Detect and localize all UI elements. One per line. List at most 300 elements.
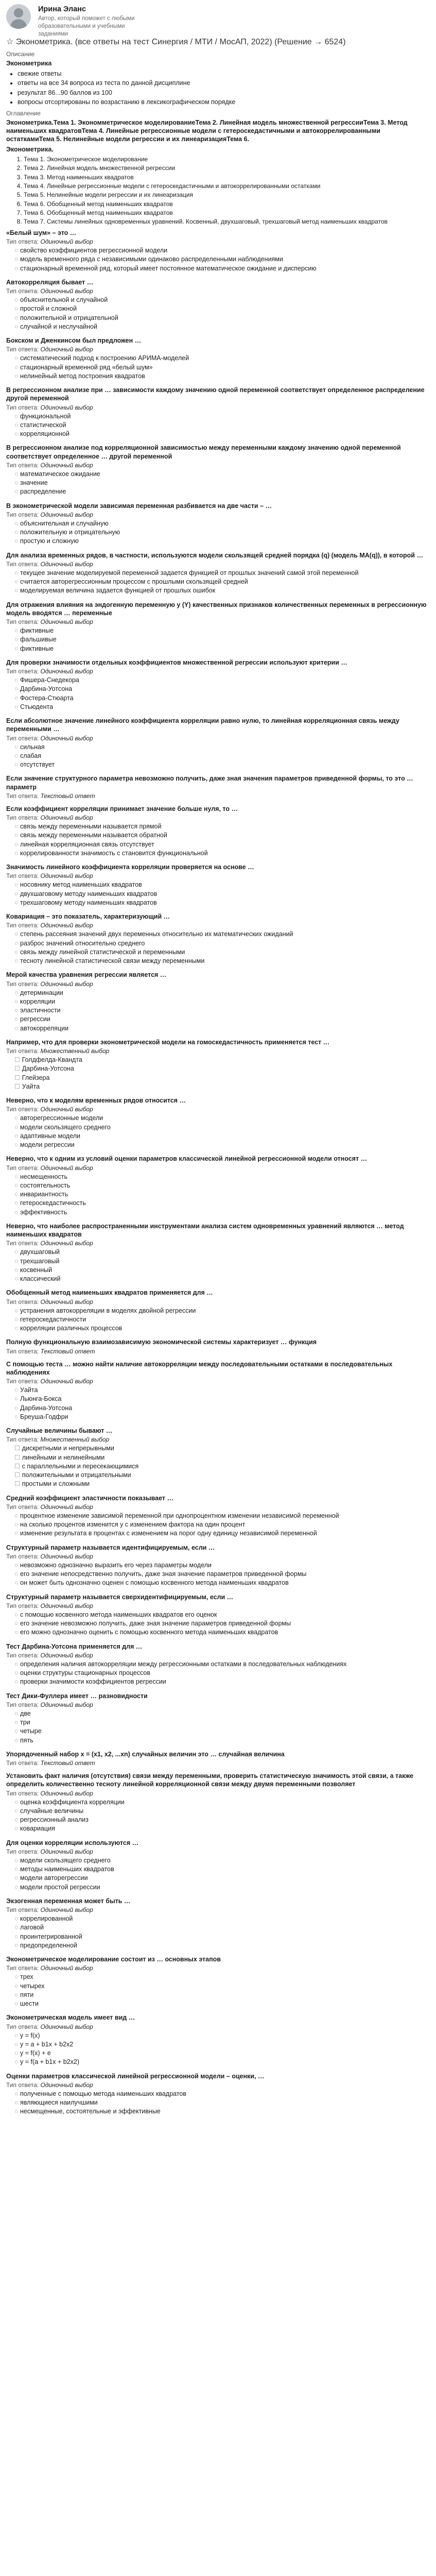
answer-radio-option[interactable]: ○ слабая [14,752,430,760]
question-type-label: Тип ответа: [6,980,41,988]
answer-radio-option[interactable]: ○ связь между переменными называется обратной [14,831,430,840]
answer-radio-option[interactable]: ○ фиктивные [14,645,430,653]
answer-radio-option[interactable]: ○ y = a + b1x + b2x2 [14,2040,430,2049]
question-title: Структурный параметр называется сверхидентифицируемым, если … [6,1593,234,1601]
question-type-label: Тип ответа: [6,1602,41,1609]
answer-radio-option[interactable]: ○ математическое ожидание [14,470,430,479]
question-type-value: Одиночный выбор [40,872,93,880]
question-type-value: Одиночный выбор [40,1848,93,1855]
question-type-value: Одиночный выбор [40,1164,93,1172]
question-type-value: Множественный выбор [40,1047,110,1055]
answer-radio-option[interactable]: ○ три [14,1718,430,1727]
answer-options [6,1512,430,1538]
answer-radio-option[interactable]: ○ объяснительная и случайную [14,519,430,528]
toc-label: Оглавление [6,109,41,117]
answer-radio-option[interactable]: ○ ковариация [14,1824,430,1833]
answer-checkbox-option[interactable]: ☐ простыми и сложными [14,1480,430,1488]
question-title: Неверно, что наиболее распространенными инструментами анализа систем одновременных уравнений являются … метод наименьших квадратов [6,1222,404,1239]
answer-options [6,1561,430,1588]
answer-radio-option[interactable]: ○ методы наименьших квадратов [14,1865,430,1874]
toc-item[interactable]: 8. Тема 7. Системы линейных одновременных уравнений. Косвенный, двухшаговый, трехшаговый метод наименьших квадратов [24,217,430,226]
question-title: Для оценки корреляции используются … [6,1839,139,1846]
question-block [6,1338,430,1354]
question-block [6,502,430,546]
answer-radio-option[interactable]: ○ y = f(a + b1x + b2x2) [14,2058,430,2066]
answer-radio-option[interactable]: ○ с помощью косвенного метода наименьших квадратов его оценок [14,1611,430,1619]
answer-radio-option[interactable]: ○ оценки структуры стационарных процессов [14,1669,430,1677]
question-type-label: Тип ответа: [6,1789,41,1797]
question-type-value: Одиночный выбор [40,1503,93,1511]
question-type [6,511,430,518]
avatar-head-shape [14,8,23,18]
answer-radio-option[interactable]: ○ двухшаговый [14,1248,430,1257]
answer-radio-option[interactable]: ○ сильная [14,743,430,752]
question-type-label: Тип ответа: [6,560,41,568]
toc-item[interactable]: 1. Тема 1. Эконометрическое моделирование [24,155,430,164]
answer-radio-option[interactable]: ○ случайной и неслучайной [14,323,430,331]
answer-radio-option[interactable]: ○ эффективность [14,1208,430,1217]
question-type [6,1503,430,1511]
answer-radio-option[interactable]: ○ Уайта [14,1386,430,1395]
answer-radio-option[interactable]: ○ косвенный [14,1266,430,1275]
question-type-value: Одиночный выбор [40,980,93,988]
answer-radio-option[interactable]: ○ Стьюдента [14,703,430,711]
answer-radio-option[interactable]: ○ проверки значимости коэффициентов регрессии [14,1677,430,1686]
answer-checkbox-option[interactable]: ☐ положительными и отрицательными [14,1471,430,1480]
question-type-value: Одиночный выбор [40,238,93,246]
question-type [6,922,430,929]
answer-radio-option[interactable]: ○ изменение результата в процентах с изменением на порог одну единицу независимой переменной [14,1529,430,1538]
answer-radio-option[interactable]: ○ отсутствует [14,760,430,769]
question-type-label: Тип ответа: [6,1347,41,1355]
avatar[interactable] [6,4,31,29]
question-type [6,1047,430,1055]
table-of-contents [6,155,430,227]
question-type-value: Одиночный выбор [40,668,93,675]
answer-radio-option[interactable]: ○ лаговой [14,1923,430,1932]
answer-options [6,1660,430,1687]
author-header [6,4,430,37]
question-title: Неверно, что к одним из условий оценки параметров классической линейной регрессионной модели относят … [6,1155,368,1163]
answer-radio-option[interactable]: ○ его значение невозможно получить, даже зная значение параметров приведенной формы [14,1619,430,1628]
question-title: С помощью теста … можно найти наличие автокорреляции между последовательными остатками в последовательных наблюдениях [6,1360,393,1376]
answer-radio-option[interactable]: ○ несмещенные, состоятельные и эффективные [14,2107,430,2116]
answer-options [6,412,430,439]
question-block [6,1642,430,1687]
question-block [6,1839,430,1892]
econometrics-label: Эконометрика [6,60,52,67]
answer-radio-option[interactable]: ○ носовнику метод наименьших квадратов [14,880,430,889]
answer-radio-option[interactable]: ○ двухшаговому методу наименьших квадратов [14,890,430,899]
question-type [6,2023,430,2030]
question-type-value: Одиночный выбор [40,1602,93,1609]
answer-radio-option[interactable]: ○ моделируемая величина задается функцией от прошлых ошибок [14,586,430,595]
answer-options [6,1973,430,2008]
answer-radio-option[interactable]: ○ статистической [14,421,430,430]
econometrics-heading: Эконометрика. [6,145,54,153]
answer-radio-option[interactable]: ○ Фишера-Снедекора [14,676,430,685]
answer-radio-option[interactable]: ○ гетероскедастичности [14,1315,430,1324]
question-title: Случайные величины бывают … [6,1427,113,1435]
question-title: Оценки параметров классической линейной регрессионной модели – оценки, … [6,2072,265,2080]
question-type-value: Множественный выбор [40,1436,110,1444]
answer-radio-option[interactable]: ○ случайные величины [14,1807,430,1816]
answer-radio-option[interactable]: ○ коррелированности значимость с становится функциональной [14,849,430,858]
answer-radio-option[interactable]: ○ трех [14,1973,430,1981]
answer-radio-option[interactable]: ○ две [14,1709,430,1718]
answer-radio-option[interactable]: ○ классический [14,1275,430,1283]
question-block [6,1038,430,1091]
question-type-label: Тип ответа: [6,734,41,742]
question-block [6,1289,430,1333]
question-type [6,1906,430,1913]
question-type-label: Тип ответа: [6,403,41,411]
question-type-value: Одиночный выбор [40,461,93,469]
feature-item: • вопросы отсортированы по возрастанию в лексикографическом порядке [18,97,430,107]
answer-radio-option[interactable]: ○ на сколько процентов изменится y с изменением фактора на один процент [14,1520,430,1529]
answer-radio-option[interactable]: ○ y = f(x) + e [14,2049,430,2058]
answer-radio-option[interactable]: ○ его значение непосредственно получить, даже зная значение параметров приведенной формы [14,1570,430,1579]
answer-options [6,1307,430,1333]
description-label: Описание [6,50,35,58]
answer-radio-option[interactable]: ○ регрессионный анализ [14,1816,430,1824]
answer-radio-option[interactable]: ○ оценка коэффициента корреляции [14,1798,430,1807]
answer-options [6,1114,430,1149]
answer-radio-option[interactable]: ○ тесноту линейной статистической связи между переменными [14,957,430,965]
question-type [6,1701,430,1708]
question-block [6,1772,430,1834]
toc-item[interactable]: 6. Тема 6. Обобщенный метод наименьших квадратов [24,200,430,209]
question-type-value: Одиночный выбор [40,618,93,626]
answer-radio-option[interactable]: ○ определения наличия автокорреляции между регрессионными остатками в последовательных наблюдениях [14,1660,430,1669]
question-block [6,229,430,273]
answer-radio-option[interactable]: ○ коррелированной [14,1914,430,1923]
answer-radio-option[interactable]: ○ связь между линейной статистической и переменными [14,948,430,957]
question-type-value: Одиночный выбор [40,346,93,353]
answer-options [6,354,430,381]
answer-radio-option[interactable]: ○ простую и сложную [14,537,430,546]
answer-radio-option[interactable]: ○ модели простой регрессии [14,1883,430,1892]
answer-radio-option[interactable]: ○ систематический подход к построению АРИМА-моделей [14,354,430,363]
question-title: Экзогенная переменная может быть … [6,1897,131,1905]
answer-radio-option[interactable]: ○ связь между переменными называется прямой [14,822,430,831]
answer-radio-option[interactable]: ○ фальшивые [14,635,430,644]
feature-item: • ответы на все 34 вопроса из теста по данной дисциплине [18,78,430,88]
question-title: Эконометрическая модель имеет вид … [6,2014,135,2022]
question-title: Значимость линейного коэффициента корреляции проверяется на основе … [6,863,254,871]
answer-checkbox-option[interactable]: ☐ линейными и нелинейными [14,1453,430,1462]
answer-radio-option[interactable]: ○ Льюнга-Бокса [14,1395,430,1403]
answer-radio-option[interactable]: ○ линейная корреляционная связь отсутствует [14,840,430,849]
question-type-label: Тип ответа: [6,1651,41,1659]
question-type-label: Тип ответа: [6,461,41,469]
answer-radio-option[interactable]: ○ модели авторегрессии [14,1874,430,1883]
answer-radio-option[interactable]: ○ полученные с помощью метода наименьших квадратов [14,2090,430,2098]
answer-radio-option[interactable]: ○ простой и сложной [14,304,430,313]
question-block [6,444,430,496]
question-block [6,774,430,800]
question-type [6,1436,430,1443]
question-block [6,912,430,965]
question-type-label: Тип ответа: [6,346,41,353]
question-type [6,1106,430,1113]
question-title: Для проверки значимости отдельных коэффициентов множественной регрессии используют критерии … [6,658,347,666]
question-title: Мерой качества уравнения регрессии является … [6,971,167,979]
question-title: В эконометрической модели зависимая переменная разбивается на две части – … [6,502,272,510]
answer-radio-option[interactable]: ○ положительную и отрицательную [14,528,430,537]
answer-radio-option[interactable]: ○ распределение [14,487,430,496]
question-title: Тест Дики-Фуллера имеет … разновидности [6,1692,148,1700]
answer-radio-option[interactable]: ○ регрессии [14,1015,430,1024]
answer-options [6,246,430,273]
question-title: Полную функциональную взаимозависимую экономической системы характеризует … функция [6,1338,317,1346]
question-title: Для анализа временных рядов, в частности, используются модели скользящей средней порядка (q) (модель MA(q)), в которой … [6,551,423,559]
question-type-label: Тип ответа: [6,1298,41,1306]
answer-checkbox-option[interactable]: ☐ Глейзера [14,1074,430,1082]
answer-radio-option[interactable]: ○ четыре [14,1727,430,1736]
question-title: В регрессионном анализе под корреляционной зависимостью между переменными каждому значению одной переменной соответствует определенное … другой переменной [6,444,401,460]
answer-radio-option[interactable]: ○ Дарбина-Уотсона [14,685,430,693]
answer-options [6,880,430,907]
answer-radio-option[interactable]: ○ авторегрессионные модели [14,1114,430,1123]
question-type-label: Тип ответа: [6,1240,41,1247]
question-type-value: Одиночный выбор [40,1552,93,1560]
answer-radio-option[interactable]: ○ текущее значение моделируемой переменной задается функцией от прошлых значений самой этой переменной [14,569,430,578]
question-type-value: Одиночный выбор [40,1651,93,1659]
answer-radio-option[interactable]: ○ корреляции различных процессов [14,1324,430,1333]
question-title: Упорядоченный набор x = (x1, x2, ...xn) случайных величин это … случайная величина [6,1750,285,1758]
question-title: Неверно, что к моделям временных рядов относится … [6,1097,186,1105]
question-title: Для отражения влияния на эндогенную переменную y (Y) качественных признаков количественных переменных в регрессионную модель вводятся … переменные [6,601,427,617]
question-title: Бокском и Дженкинсом был предложен … [6,337,142,345]
question-block [6,717,430,769]
content-heading: Эконометрика.Тема 1. Экономметрическое моделированиеТема 2. Линейная модель множественной регрессииТема 3. Метод наименьших квадратовТема 4. Линейные регрессионные модели с гетероскедастичными и автокоррелированными остаткамиТема 5. Нелинейные модели регрессии и их линеаризацияТема 6. [6,118,408,143]
answer-radio-option[interactable]: ○ стационарный временной ряд «белый шум» [14,363,430,372]
question-type-label: Тип ответа: [6,2081,41,2089]
question-type-label: Тип ответа: [6,792,41,800]
question-title: Тест Дарбина-Уотсона применяется для … [6,1642,143,1650]
answer-radio-option[interactable]: ○ функциональной [14,412,430,421]
answer-options [6,1386,430,1421]
answer-radio-option[interactable]: ○ стационарный временной ряд, который имеет постоянное математическое ожидание и дисперсию [14,264,430,273]
answer-radio-option[interactable]: ○ шести [14,1999,430,2008]
toc-item[interactable]: 5. Тема 5. Нелинейные модели регрессии и их линеаризация [24,191,430,199]
question-type-label: Тип ответа: [6,1759,41,1767]
question-type-label: Тип ответа: [6,1436,41,1444]
answer-radio-option[interactable]: ○ свойство коэффициентов регрессионной модели [14,246,430,255]
question-block [6,386,430,438]
toc-item[interactable]: 4. Тема 4. Линейные регрессионные модели с гетероскедастичными и автокоррелированными остатками [24,182,430,191]
question-block [6,1155,430,1217]
answer-checkbox-option[interactable]: ☐ Уайта [14,1082,430,1091]
question-type-label: Тип ответа: [6,1701,41,1708]
answer-radio-option[interactable]: ○ эластичности [14,1006,430,1015]
question-type-label: Тип ответа: [6,872,41,880]
question-block [6,601,430,653]
answer-radio-option[interactable]: ○ модели скользящего среднего [14,1123,430,1132]
answer-options [6,930,430,965]
answer-radio-option[interactable]: ○ автокорреляции [14,1024,430,1033]
question-title: Ковариация – это показатель, характеризующий … [6,913,170,921]
question-type [6,1848,430,1855]
answer-radio-option[interactable]: ○ y = f(x) [14,2031,430,2040]
question-title: Обобщенный метод наименьших квадратов применяется для … [6,1289,213,1297]
answer-radio-option[interactable]: ○ проинтегрированной [14,1933,430,1941]
answer-radio-option[interactable]: ○ невозможно однозначно выразить его через параметры модели [14,1561,430,1570]
answer-radio-option[interactable]: ○ состоятельность [14,1181,430,1190]
question-type-value: Одиночный выбор [40,922,93,929]
question-block [6,1955,430,2008]
question-block [6,1222,430,1284]
answer-radio-option[interactable]: ○ считается авторегрессионным процессом с прошлыми скользящей средней [14,578,430,586]
question-type [6,1964,430,1972]
answer-radio-option[interactable]: ○ трехшаговый [14,1257,430,1266]
question-type-label: Тип ответа: [6,1378,41,1385]
answer-radio-option[interactable]: ○ объяснительной и случайной [14,296,430,304]
question-type [6,1348,430,1355]
question-type-label: Тип ответа: [6,1047,41,1055]
answer-radio-option[interactable]: ○ корреляции [14,997,430,1006]
answer-radio-option[interactable]: ○ устранения автокорреляции в моделях двойной регрессии [14,1307,430,1315]
answer-radio-option[interactable]: ○ модели скользящего среднего [14,1856,430,1865]
answer-radio-option[interactable]: ○ пять [14,1736,430,1745]
question-type [6,238,430,245]
answer-options [6,1856,430,1892]
question-type-label: Тип ответа: [6,1848,41,1855]
question-type [6,1790,430,1797]
question-block [6,1692,430,1745]
question-title: Средний коэффициент эластичности показывает … [6,1494,173,1502]
question-type-label: Тип ответа: [6,1552,41,1560]
answer-radio-option[interactable]: ○ Фостера-Стюарта [14,694,430,703]
question-title: В регрессионном анализе при … зависимости каждому значению одной переменной соответствует определенное распределение другой переменной [6,386,425,402]
answer-radio-option[interactable]: ○ процентное изменение зависимой переменной при однопроцентном изменении независимой переменной [14,1512,430,1520]
toc-item[interactable]: 7. Тема 6. Обобщенный метод наименьших квадратов [24,209,430,217]
question-type-value: Одиночный выбор [40,560,93,568]
question-block [6,2013,430,2066]
answer-options [6,743,430,770]
question-block [6,863,430,907]
question-type [6,1378,430,1385]
question-type-value: Одиночный выбор [40,1378,93,1385]
answer-radio-option[interactable]: ○ значение [14,479,430,487]
question-type-value: Текстовый ответ [40,1759,95,1767]
answer-options [6,676,430,711]
answer-radio-option[interactable]: ○ Дарбина-Уотсона [14,1404,430,1413]
question-block [6,1544,430,1588]
answer-radio-option[interactable]: ○ фиктивные [14,626,430,635]
question-title: Например, что для проверки эконометрической модели на гомоскедастичность применяется тест … [6,1038,330,1046]
author-name[interactable]: Ирина Эланс [38,5,86,13]
toc-item[interactable]: 3. Тема 3. Метод наименьших квадратов [24,173,430,182]
question-type [6,462,430,469]
question-title: Установить факт наличия (отсутствия) связи между переменными, проверить статистическую значимость этой связи, а также определить количественно тесноту линейной корреляционной связи между двумя переменными позволяет [6,1772,414,1788]
answer-options [6,470,430,497]
answer-options [6,519,430,546]
question-type-label: Тип ответа: [6,618,41,626]
answer-checkbox-option[interactable]: ☐ с параллельными и пересекающимися [14,1462,430,1471]
answer-radio-option[interactable]: ○ нелинейный метод построения квадратов [14,372,430,381]
answer-options [6,296,430,331]
author-info [38,4,141,38]
answer-radio-option[interactable]: ○ детерминации [14,989,430,997]
question-type-value: Текстовый ответ [40,1347,95,1355]
answer-radio-option[interactable]: ○ несмещенность [14,1173,430,1181]
answer-radio-option[interactable]: ○ он может быть однозначно оценен с помощью косвенного метода наименьших квадратов [14,1579,430,1587]
question-type-value: Одиночный выбор [40,287,93,295]
question-type-value: Одиночный выбор [40,2081,93,2089]
question-type-value: Одиночный выбор [40,1906,93,1914]
answer-radio-option[interactable]: ○ пяти [14,1991,430,1999]
answer-options [6,569,430,596]
question-type-label: Тип ответа: [6,1106,41,1113]
question-type-label: Тип ответа: [6,1964,41,1972]
answer-radio-option[interactable]: ○ являющиеся наилучшими [14,2098,430,2107]
answer-radio-option[interactable]: ○ четырех [14,1982,430,1991]
answer-radio-option[interactable]: ○ модель временного ряда с независимыми одинаково распределенными наблюдениями [14,255,430,264]
question-type-value: Одиночный выбор [40,403,93,411]
answer-radio-option[interactable]: ○ трехшаговому методу наименьших квадратов [14,899,430,907]
avatar-body-shape [10,19,27,29]
question-type-label: Тип ответа: [6,1906,41,1914]
question-type-label: Тип ответа: [6,814,41,822]
answer-radio-option[interactable]: ○ Бреуша-Годфри [14,1413,430,1421]
question-block [6,336,430,381]
question-type [6,287,430,295]
question-block [6,2072,430,2116]
answer-checkbox-option[interactable]: ☐ дискретными и непрерывными [14,1444,430,1453]
question-type-value: Одиночный выбор [40,1240,93,1247]
answer-radio-option[interactable]: ○ степень рассеяния значений двух переменных относительно их математических ожиданий [14,930,430,939]
toc-item[interactable]: 2. Тема 2. Линейная модель множественной регрессии [24,164,430,173]
question-type-label: Тип ответа: [6,238,41,246]
answer-options [6,1248,430,1283]
question-title: Если значение структурного параметра невозможно получить, даже зная значения параметров приведенной формы, то это … параметр [6,775,413,791]
answer-options [6,1173,430,1217]
answer-options [6,1611,430,1637]
answer-radio-option[interactable]: ○ разброс значений относительно среднего [14,939,430,948]
answer-radio-option[interactable]: ○ его можно однозначно оценить с помощью косвенного метода наименьших квадратов [14,1628,430,1637]
question-type [6,1240,430,1247]
question-block [6,1096,430,1149]
question-title: Если абсолютное значение линейного коэффициента корреляции равно нулю, то линейная корреляционная связь между переменными … [6,717,399,733]
question-block [6,971,430,1033]
answer-radio-option[interactable]: ○ модели регрессии [14,1141,430,1149]
answer-radio-option[interactable]: ○ инвариантность [14,1190,430,1199]
question-type-label: Тип ответа: [6,1503,41,1511]
question-title: «Белый шум» – это … [6,229,77,236]
answer-radio-option[interactable]: ○ гетероскедастичность [14,1199,430,1208]
question-type [6,1652,430,1659]
answer-checkbox-option[interactable]: ☐ Дарбина-Уотсона [14,1064,430,1073]
answer-radio-option[interactable]: ○ предопределенной [14,1941,430,1950]
answer-options [6,626,430,653]
question-type-value: Одиночный выбор [40,511,93,518]
question-type-label: Тип ответа: [6,1164,41,1172]
question-type-label: Тип ответа: [6,922,41,929]
question-type [6,1298,430,1306]
question-type [6,1602,430,1609]
answer-radio-option[interactable]: ○ корреляционной [14,430,430,438]
question-block [6,1360,430,1422]
question-block [6,278,430,331]
question-type [6,346,430,353]
question-type [6,404,430,411]
question-type-value: Одиночный выбор [40,1298,93,1306]
answer-radio-option[interactable]: ○ адаптивные модели [14,1132,430,1141]
answer-checkbox-option[interactable]: ☐ Голдфелда-Квандта [14,1056,430,1064]
answer-radio-option[interactable]: ○ положительной и отрицательной [14,314,430,323]
